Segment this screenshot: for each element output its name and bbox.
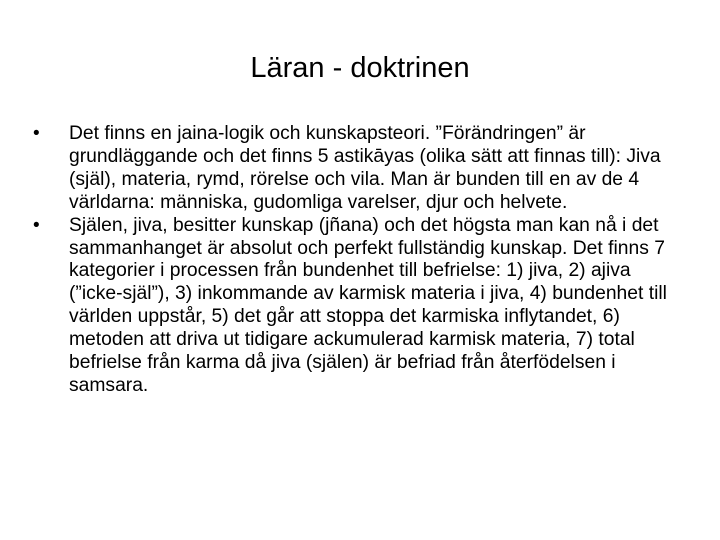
bullet-icon: • (33, 214, 40, 236)
bullet-item (33, 215, 683, 398)
bullet-item (33, 123, 683, 215)
bullet-icon: • (33, 123, 40, 144)
bullet-list (33, 123, 683, 398)
bullet-text: Det finns en jaina-logik och kunskapsteori. ”Förändringen” är grundläggande och det finns 5 astikāyas (olika sätt att finnas till): Jiva (själ), materia, rymd, rörelse och vila. Man är bunden till en av de 4 världarna: människa, gudomliga varelser, djur och helvete. (69, 123, 661, 213)
bullet-text: Själen, jiva, besitter kunskap (jñana) och det högsta man kan nå i det sammanhanget är absolut och perfekt fullständig kunskap. Det finns 7 kategorier i processen från bundenhet till befrielse: 1) jiva, 2) ajiva (”icke-själ”), 3) inkommande av karmisk materia i jiva, 4) bundenhet till världen uppstår, 5) det går att stoppa det karmiska inflytandet, 6) metoden att driva ut tidigare ackumulerad karmisk materia, 7) total befrielse från karma då jiva (själen) är befriad från återfödelsen i samsara. (69, 214, 667, 396)
slide-title: Läran - doktrinen (250, 52, 470, 84)
